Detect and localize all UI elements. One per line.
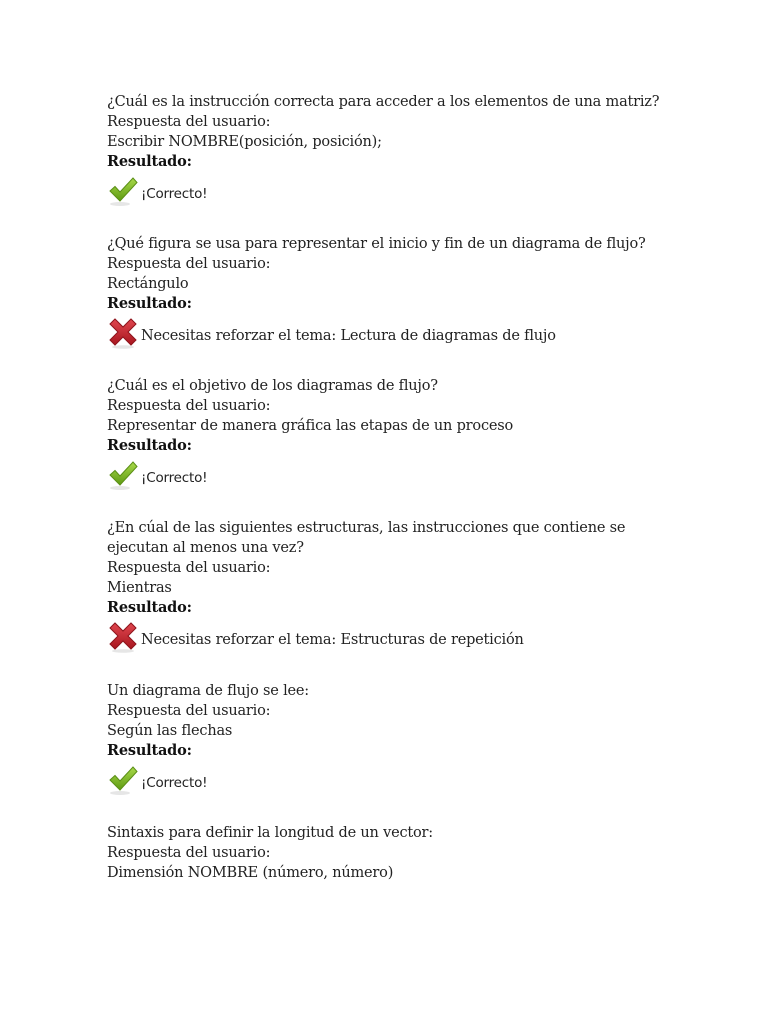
answer-label: Respuesta del usuario:	[107, 398, 271, 414]
result-text: ¡Correcto!	[141, 775, 208, 791]
result-row	[107, 763, 707, 797]
result-row	[107, 458, 707, 492]
answer-label: Respuesta del usuario:	[107, 256, 271, 272]
user-answer: Dimensión NOMBRE (número, número)	[107, 865, 394, 881]
answer-label: Respuesta del usuario:	[107, 114, 271, 130]
question-text: Un diagrama de flujo se lee:	[107, 683, 309, 699]
result-row	[107, 316, 707, 350]
question-text: ¿Cuál es la instrucción correcta para acceder a los elementos de una matriz?	[107, 94, 660, 110]
cross-icon	[107, 621, 139, 653]
result-row	[107, 174, 707, 208]
quiz-item	[107, 518, 707, 654]
user-answer: Rectángulo	[107, 276, 189, 292]
check-icon	[107, 459, 139, 491]
quiz-item	[107, 376, 707, 492]
result-label: Resultado:	[107, 153, 192, 170]
result-label: Resultado:	[107, 599, 192, 616]
quiz-item	[107, 92, 707, 208]
question-text: ¿En cúal de las siguientes estructuras, las instrucciones que contiene se ejecutan al menos una vez?	[107, 520, 626, 556]
user-answer: Representar de manera gráfica las etapas de un proceso	[107, 418, 514, 434]
result-row	[107, 620, 707, 654]
user-answer: Según las flechas	[107, 723, 233, 739]
check-icon	[107, 175, 139, 207]
question-text: ¿Cuál es el objetivo de los diagramas de flujo?	[107, 378, 438, 394]
result-text: ¡Correcto!	[141, 186, 208, 202]
result-text: ¡Correcto!	[141, 470, 208, 486]
result-text: Necesitas reforzar el tema: Estructuras de repetición	[141, 632, 524, 648]
answer-label: Respuesta del usuario:	[107, 560, 271, 576]
quiz-item	[107, 823, 707, 883]
result-label: Resultado:	[107, 295, 192, 312]
cross-icon	[107, 317, 139, 349]
user-answer: Escribir NOMBRE(posición, posición);	[107, 134, 382, 150]
result-label: Resultado:	[107, 437, 192, 454]
check-icon	[107, 764, 139, 796]
answer-label: Respuesta del usuario:	[107, 703, 271, 719]
quiz-item	[107, 681, 707, 797]
result-text: Necesitas reforzar el tema: Lectura de diagramas de flujo	[141, 328, 556, 344]
answer-label: Respuesta del usuario:	[107, 845, 271, 861]
question-text: ¿Qué figura se usa para representar el inicio y fin de un diagrama de flujo?	[107, 236, 646, 252]
result-label: Resultado:	[107, 742, 192, 759]
question-text: Sintaxis para definir la longitud de un vector:	[107, 825, 433, 841]
user-answer: Mientras	[107, 580, 172, 596]
quiz-item	[107, 234, 707, 350]
